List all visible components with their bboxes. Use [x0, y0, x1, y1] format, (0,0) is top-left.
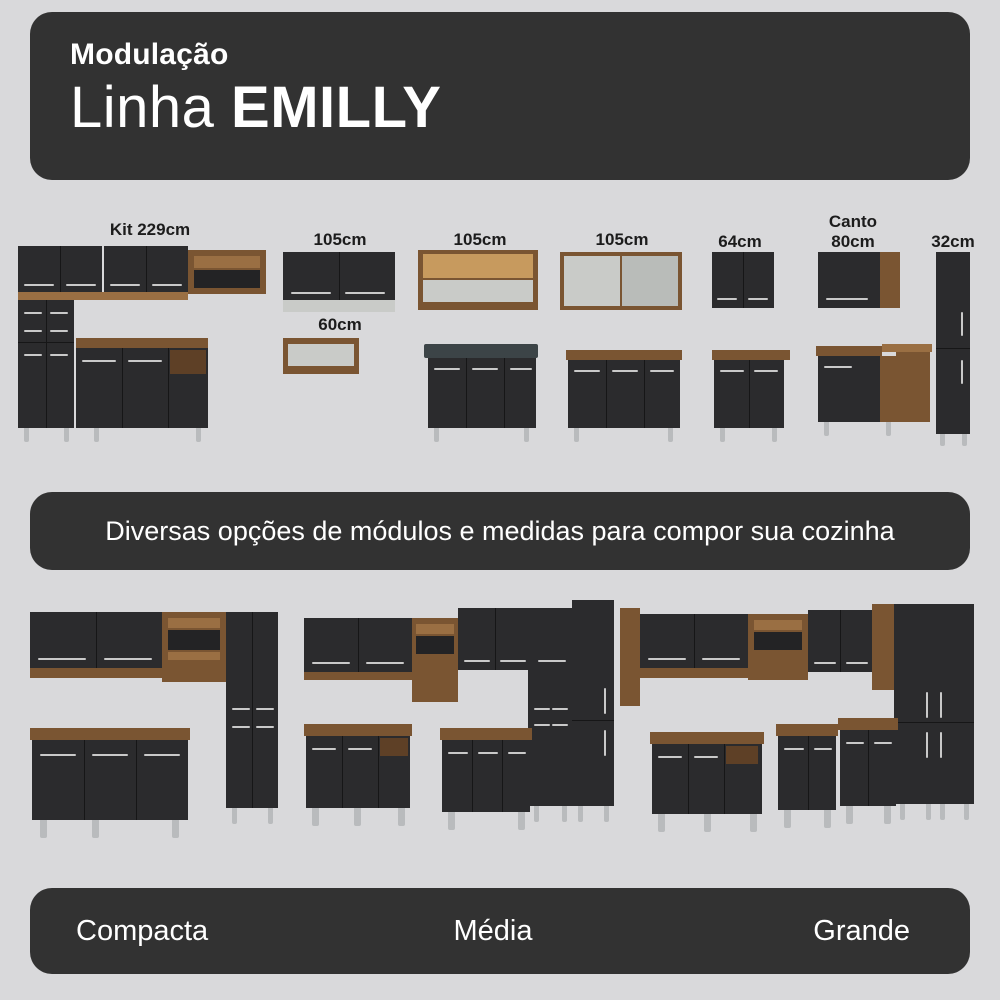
compacta-balcao-leg-1 — [40, 820, 47, 838]
media-paneleiro-handle-1 — [604, 688, 606, 714]
grande-balcao-right-handle-1 — [846, 742, 864, 744]
compacta-aereo-seam — [96, 612, 97, 668]
module-aereo-105-b[interactable] — [418, 250, 538, 314]
grande-balcao-right-leg-1 — [846, 806, 853, 824]
kit229-paneleiro-seam — [46, 300, 47, 428]
compacta-balcao-seam-1 — [84, 740, 85, 820]
header-banner — [30, 12, 970, 180]
caption-banner — [30, 492, 970, 570]
caption-text: Diversas opções de módulos e medidas para compor sua cozinha — [105, 515, 895, 546]
label-canto-80-line1: Canto — [828, 212, 878, 231]
balcao-105w-handle-1 — [574, 370, 600, 372]
grande-paneleiro-2-handle-1 — [940, 692, 942, 718]
balcao-105w-leg-1 — [574, 428, 579, 442]
page-title-thin: Linha — [70, 75, 215, 140]
media-aereo-left-base — [304, 672, 412, 680]
paneleiro-32-handle-1 — [961, 312, 963, 336]
aereo-105-a-base — [283, 300, 395, 312]
balcao-105-leg-1 — [434, 428, 439, 442]
page-title — [70, 75, 930, 142]
media-paneleiro-leg-1 — [578, 806, 583, 822]
module-paneleiro-32[interactable] — [936, 252, 976, 442]
balcao-105w-top — [566, 350, 682, 360]
grande-balcao-right-top — [838, 718, 898, 730]
grande-balcao-right-leg-2 — [884, 806, 891, 824]
compacta-aereo-handle-2 — [104, 658, 152, 660]
compacta-paneleiro-handle-3 — [232, 726, 250, 728]
grande-side-left — [620, 608, 640, 706]
balcao-canto-side — [880, 356, 896, 422]
balcao-105-handle-2 — [472, 368, 498, 370]
media-balcao-left-leg-2 — [354, 808, 361, 826]
balcao-64-top — [712, 350, 790, 360]
grande-balcao-left-seam-1 — [688, 744, 689, 814]
media-aereo-mid-handle-1 — [464, 660, 490, 662]
label-kit-229: Kit 229cm — [109, 220, 191, 239]
media-aereo-left-handle-1 — [312, 662, 350, 664]
module-balcao-canto-80[interactable] — [816, 344, 932, 442]
aereo-105-a-handle-1 — [291, 292, 331, 294]
size-label-grande: Grande — [813, 914, 910, 947]
grande-aereo-mid-handle-1 — [814, 662, 836, 664]
balcao-canto-leg-2 — [886, 422, 891, 436]
balcao-105-handle-3 — [510, 368, 532, 370]
kit229-balcao-handle-1 — [82, 360, 116, 362]
kit229-balcao-top — [76, 338, 208, 348]
media-balcao-left-handle-2 — [348, 748, 372, 750]
compacta-balcao-handle-1 — [40, 754, 76, 756]
kit229-handle-4 — [152, 284, 182, 286]
media-paneleiro-leg-2 — [604, 806, 609, 822]
paneleiro-32-leg-1 — [940, 434, 945, 446]
aereo-105-b-shelf — [423, 254, 533, 278]
grande-aereo-left-base — [640, 668, 748, 678]
canto-80-aereo-handle — [826, 298, 868, 300]
media-paneleiro-2-handle-2 — [552, 708, 568, 710]
balcao-105w-leg-2 — [668, 428, 673, 442]
aereo-60-inner — [288, 344, 354, 366]
compacta-nicho-shelf-2 — [168, 652, 220, 660]
grande-balcao-canto-handle-1 — [784, 748, 804, 750]
label-aereo-105-c: 105cm — [595, 230, 649, 249]
paneleiro-32-leg-2 — [962, 434, 967, 446]
media-balcao-left-top — [304, 724, 412, 736]
compacta-paneleiro-leg-2 — [268, 808, 273, 824]
grande-aereo-mid-seam — [840, 610, 841, 672]
aereo-64-seam — [743, 252, 744, 308]
module-balcao-105-counter[interactable] — [424, 344, 544, 442]
media-aereo-right-handle — [538, 660, 566, 662]
media-balcao-left-gaveta — [380, 738, 408, 756]
balcao-105w-seam-1 — [606, 360, 607, 428]
kit229-paneleiro-split — [18, 342, 74, 343]
media-aereo-left-handle-2 — [366, 662, 404, 664]
grande-balcao-canto-top — [776, 724, 838, 736]
balcao-105-counter-top — [424, 344, 538, 358]
balcao-64-handle-1 — [720, 370, 744, 372]
compacta-paneleiro-leg-1 — [232, 808, 237, 824]
aereo-64-handle-2 — [748, 298, 768, 300]
compacta-balcao-seam-2 — [136, 740, 137, 820]
compacta-paneleiro-handle-2 — [256, 708, 274, 710]
balcao-105-handle-1 — [434, 368, 460, 370]
aereo-105-a-seam — [339, 252, 340, 300]
size-label-media: Média — [453, 914, 533, 947]
kit229-leg-4 — [196, 428, 201, 442]
media-paneleiro-2-leg-1 — [534, 806, 539, 822]
kit229-paneleiro-handle-3 — [24, 330, 42, 332]
media-aereo-mid-seam — [495, 608, 496, 670]
compacta-balcao-leg-2 — [92, 820, 99, 838]
kit229-handle-2 — [66, 284, 96, 286]
grande-balcao-canto-leg-2 — [824, 810, 831, 828]
compacta-balcao-handle-3 — [144, 754, 180, 756]
grande-aereo-left-seam — [694, 614, 695, 668]
composition-grande[interactable] — [620, 596, 976, 852]
page-title-bold: EMILLY — [231, 75, 442, 140]
kit229-aereo-right-seam — [146, 246, 147, 292]
paneleiro-32-split — [936, 348, 970, 349]
paneleiro-32-handle-2 — [961, 360, 963, 384]
media-balcao-mid-handle-2 — [478, 752, 498, 754]
balcao-canto-wing-top — [882, 344, 932, 352]
grande-balcao-right-seam — [868, 730, 869, 806]
grande-paneleiro-2-handle-2 — [940, 732, 942, 758]
media-balcao-left-seam-2 — [378, 736, 379, 808]
grande-aereo-left-handle-1 — [648, 658, 686, 660]
media-paneleiro — [572, 600, 614, 806]
label-aereo-105-b: 105cm — [453, 230, 507, 249]
module-canto-80-aereo[interactable] — [818, 252, 900, 314]
balcao-105-leg-2 — [524, 428, 529, 442]
module-balcao-105-wood[interactable] — [566, 350, 686, 442]
compacta-nicho-shelf — [168, 618, 220, 628]
media-aereo-left-seam — [358, 618, 359, 672]
balcao-105-seam-1 — [466, 358, 467, 428]
label-aereo-105-a: 105cm — [313, 230, 367, 249]
grande-balcao-left-seam-2 — [724, 744, 725, 814]
media-paneleiro-split — [572, 720, 614, 721]
canto-80-aereo-side — [880, 252, 900, 308]
media-paneleiro-2-handle-1 — [534, 708, 550, 710]
compacta-nicho-inner — [168, 630, 220, 650]
grande-corner-column — [872, 604, 894, 690]
balcao-64-handle-2 — [754, 370, 778, 372]
media-nicho-inner — [416, 636, 454, 654]
grande-balcao-left-top — [650, 732, 764, 744]
module-aereo-64[interactable] — [712, 252, 774, 314]
compacta-aereo-base — [30, 668, 162, 678]
sizes-banner — [30, 888, 970, 974]
balcao-64-leg-2 — [772, 428, 777, 442]
compacta-balcao-handle-2 — [92, 754, 128, 756]
module-kit-229[interactable] — [18, 246, 268, 442]
kit229-nicho-inner — [194, 270, 260, 288]
kit229-aereo-base — [18, 292, 188, 300]
grande-aereo-left-handle-2 — [702, 658, 740, 660]
kit229-handle-1 — [24, 284, 54, 286]
kit229-leg-1 — [24, 428, 29, 442]
kit229-aereo-left-seam — [60, 246, 61, 292]
aereo-105-a-handle-2 — [345, 292, 385, 294]
compacta-balcao-top — [30, 728, 190, 740]
grande-balcao-canto-handle-2 — [814, 748, 832, 750]
balcao-105-seam-2 — [504, 358, 505, 428]
media-paneleiro-2-leg-2 — [562, 806, 567, 822]
grande-aereo-mid-handle-2 — [846, 662, 868, 664]
module-balcao-64[interactable] — [712, 350, 792, 442]
balcao-canto-wing — [896, 352, 930, 422]
media-balcao-left-seam-1 — [342, 736, 343, 808]
grande-paneleiro-1-handle-2 — [926, 732, 928, 758]
balcao-105w-handle-2 — [612, 370, 638, 372]
media-nicho-shelf — [416, 624, 454, 634]
grande-paneleiro-1-split — [894, 722, 934, 723]
aereo-64-handle-1 — [717, 298, 737, 300]
kit229-leg-2 — [64, 428, 69, 442]
header-subtitle: Modulação — [70, 38, 229, 71]
compacta-balcao-leg-3 — [172, 820, 179, 838]
media-balcao-mid-leg-1 — [448, 812, 455, 830]
grande-balcao-left-leg-2 — [704, 814, 711, 832]
grande-balcao-left-gaveta — [726, 746, 758, 764]
grande-balcao-canto-seam — [808, 736, 809, 810]
compacta-paneleiro-handle-4 — [256, 726, 274, 728]
module-aereo-60[interactable] — [283, 338, 359, 374]
media-balcao-mid-leg-2 — [518, 812, 525, 830]
balcao-105w-seam-2 — [644, 360, 645, 428]
kit229-balcao-seam-2 — [168, 348, 169, 428]
media-balcao-mid-top — [440, 728, 532, 740]
compacta-balcao — [32, 740, 188, 820]
grande-paneleiro-1-leg-1 — [900, 804, 905, 820]
aereo-105-b-inner — [423, 280, 533, 302]
grande-paneleiro-2-leg-2 — [964, 804, 969, 820]
media-aereo-mid-handle-2 — [500, 660, 526, 662]
kit229-paneleiro-handle-4 — [50, 330, 68, 332]
grande-paneleiro-2-leg-1 — [940, 804, 945, 820]
grande-paneleiro-1 — [894, 604, 934, 804]
compacta-paneleiro-handle-1 — [232, 708, 250, 710]
grande-balcao-left-leg-1 — [658, 814, 665, 832]
balcao-64-leg-1 — [720, 428, 725, 442]
media-balcao-mid-handle-3 — [508, 752, 526, 754]
grande-balcao-left-handle-2 — [694, 756, 718, 758]
grande-balcao-right-handle-2 — [874, 742, 892, 744]
grande-paneleiro-1-handle-1 — [926, 692, 928, 718]
kit229-paneleiro-handle-2 — [50, 312, 68, 314]
grande-nicho-inner — [754, 632, 802, 650]
media-paneleiro-2 — [528, 670, 572, 806]
grande-balcao-left-leg-3 — [750, 814, 757, 832]
module-aereo-105-c[interactable] — [560, 252, 682, 314]
kit229-handle-3 — [110, 284, 140, 286]
grande-balcao-left-handle-1 — [658, 756, 682, 758]
balcao-canto-top — [816, 346, 882, 356]
kit229-leg-3 — [94, 428, 99, 442]
grande-paneleiro-1-leg-2 — [926, 804, 931, 820]
label-aereo-64: 64cm — [718, 232, 762, 251]
media-balcao-left-handle-1 — [312, 748, 336, 750]
media-paneleiro-handle-2 — [604, 730, 606, 756]
media-balcao-mid — [442, 740, 530, 812]
grande-balcao-canto-leg-1 — [784, 810, 791, 828]
composition-compacta[interactable] — [22, 604, 290, 852]
compacta-aereo-handle-1 — [38, 658, 86, 660]
paneleiro-32-body — [936, 252, 970, 434]
kit229-gaveta — [170, 350, 206, 374]
grande-nicho-shelf — [754, 620, 802, 630]
media-balcao-left-leg-1 — [312, 808, 319, 826]
module-aereo-105-a[interactable] — [283, 252, 395, 314]
balcao-canto-leg-1 — [824, 422, 829, 436]
aereo-105-c-glass-left — [564, 256, 620, 306]
aereo-105-c-glass-right — [622, 256, 678, 306]
media-paneleiro-2-handle-3 — [534, 724, 550, 726]
label-aereo-60: 60cm — [318, 315, 362, 334]
kit229-paneleiro-handle-5 — [24, 354, 42, 356]
kit229-paneleiro-handle-6 — [50, 354, 68, 356]
kit229-nicho-shelf — [194, 256, 260, 268]
media-balcao-left-leg-3 — [398, 808, 405, 826]
balcao-64-seam — [749, 360, 750, 428]
balcao-canto-handle — [824, 366, 852, 368]
size-label-compacta: Compacta — [76, 914, 209, 947]
balcao-105w-handle-3 — [650, 370, 674, 372]
kit229-paneleiro-handle-1 — [24, 312, 42, 314]
kit229-balcao-seam-1 — [122, 348, 123, 428]
composition-media[interactable] — [300, 596, 616, 852]
media-paneleiro-2-handle-4 — [552, 724, 568, 726]
media-balcao-mid-seam-1 — [472, 740, 473, 812]
label-paneleiro-32: 32cm — [931, 232, 975, 251]
media-balcao-mid-handle-1 — [448, 752, 468, 754]
kit229-balcao-handle-2 — [128, 360, 162, 362]
compacta-paneleiro-seam — [252, 612, 253, 808]
grande-paneleiro-2-split — [934, 722, 974, 723]
media-balcao-mid-seam-2 — [502, 740, 503, 812]
label-canto-80-line2: 80cm — [831, 232, 875, 251]
